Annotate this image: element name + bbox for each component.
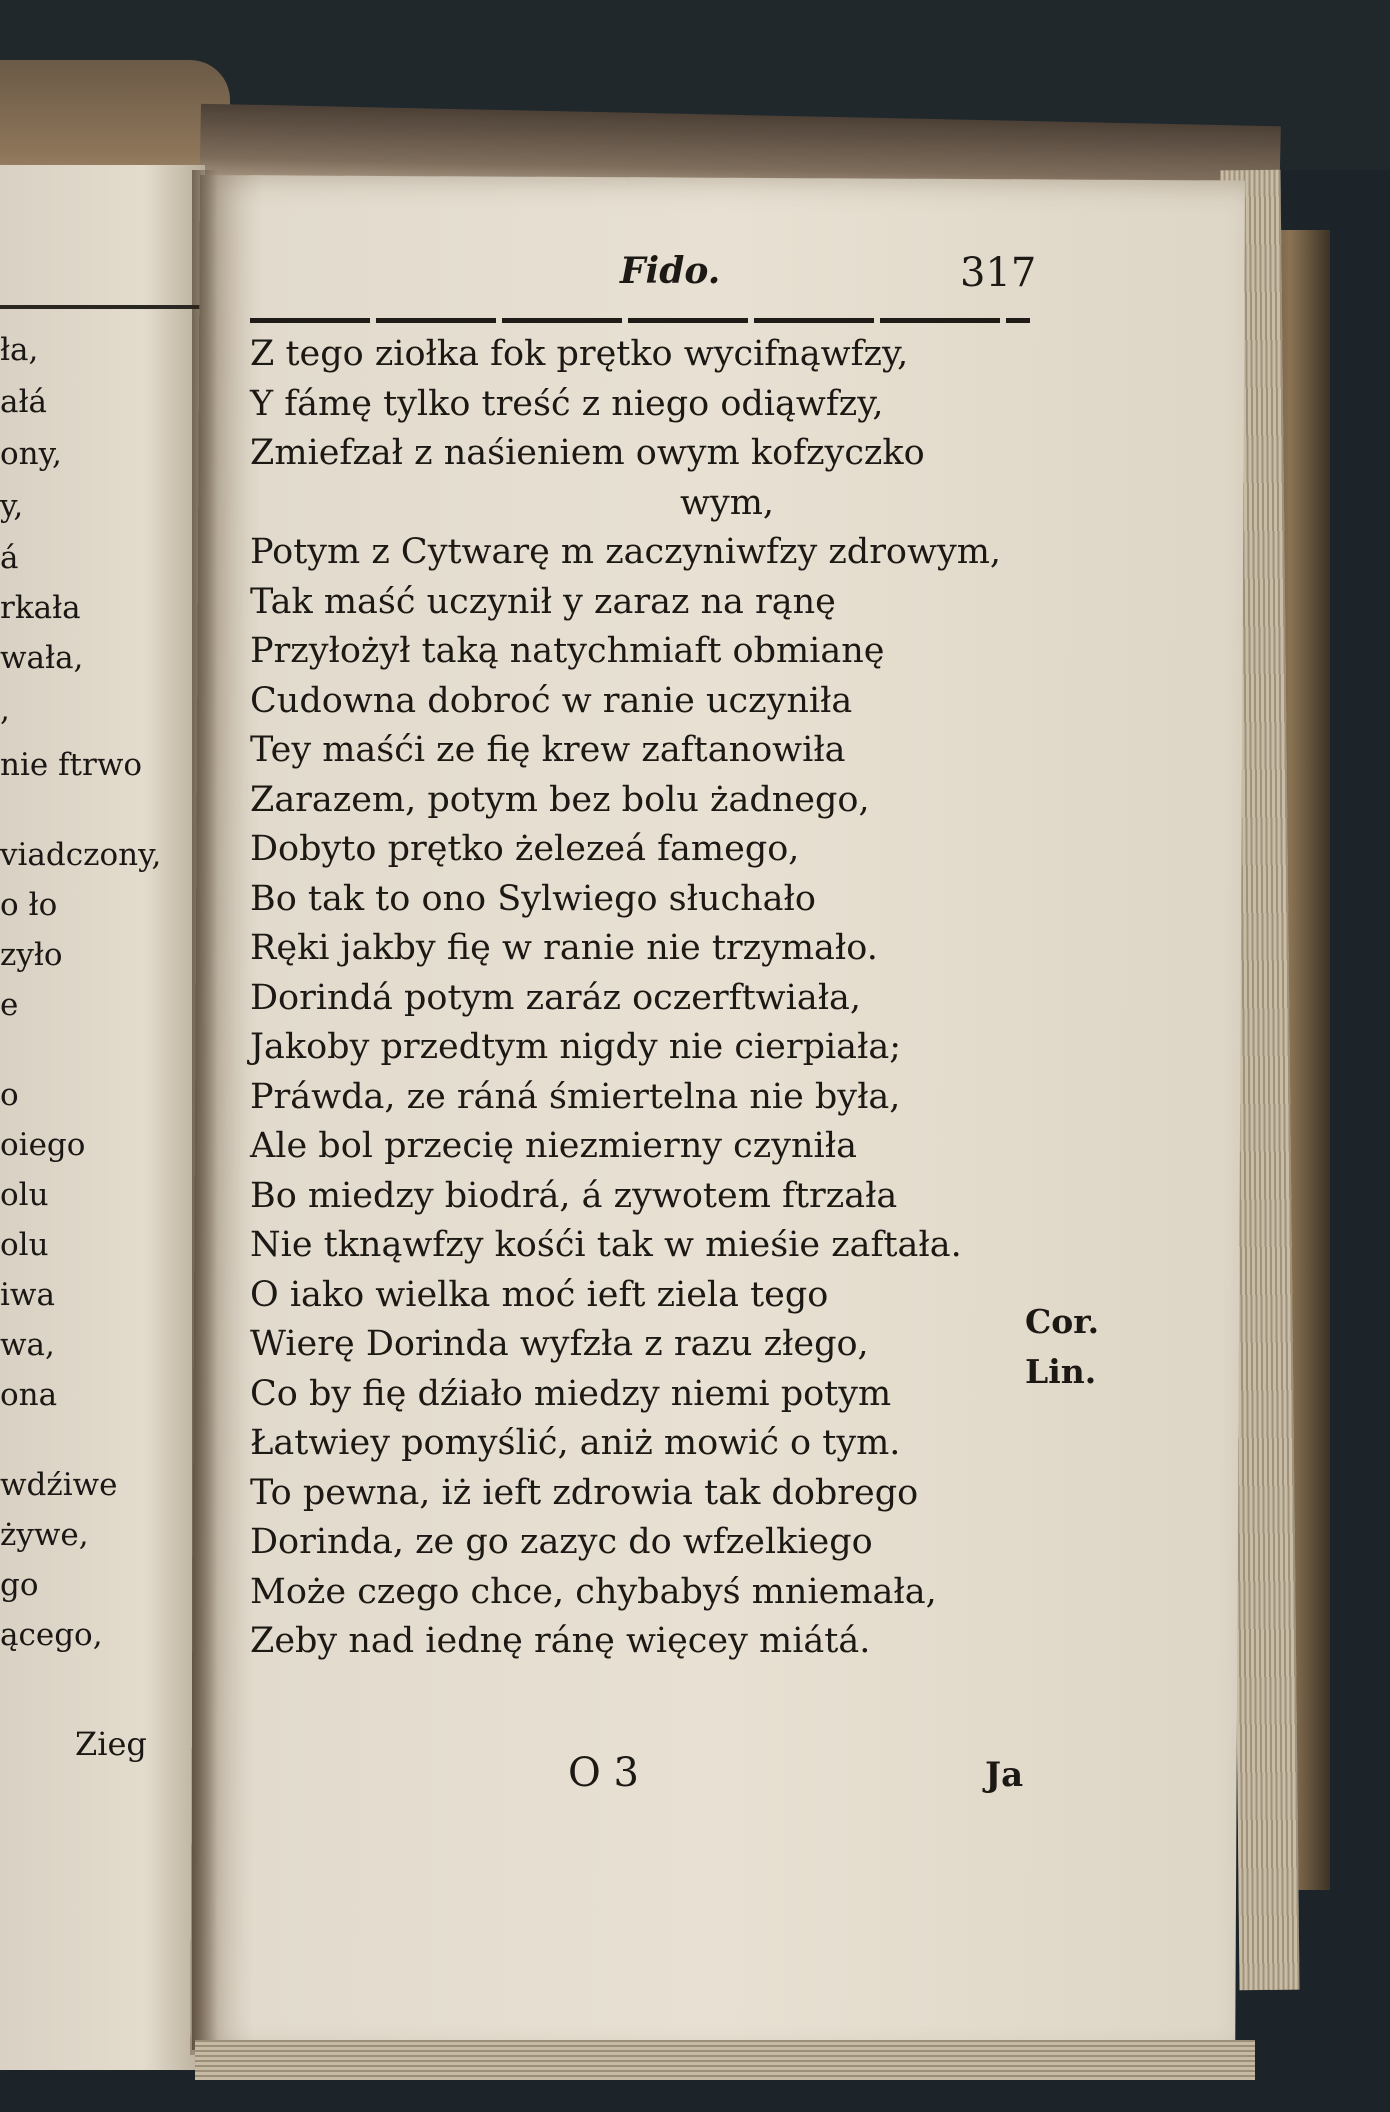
left-fragment: o ło (0, 887, 58, 923)
verse-line: Zmiefzał z naśieniem owym kofzyczko (250, 433, 925, 473)
verse-line: Ręki jakby fię w ranie nie trzymało. (250, 928, 878, 968)
verse-line: To pewna, iż ieft zdrowia tak dobrego (250, 1472, 919, 1513)
verse-line: Może czego chce, chybabyś mniemała, (250, 1571, 937, 1612)
verse-line: Dobyto prętko żelezeá famego, (250, 829, 800, 869)
page-header (250, 250, 1037, 310)
left-fragment: e (0, 987, 19, 1023)
verse-line: Cudowna dobroć w ranie uczyniła (250, 680, 853, 721)
left-catchword: Zieg (75, 1725, 147, 1763)
left-fragment: olu (0, 1227, 49, 1263)
catchword: Ja (985, 1755, 1024, 1795)
speaker-label: Lin. (1025, 1352, 1097, 1391)
left-page (0, 165, 205, 2070)
left-fragment: viadczony, (0, 837, 162, 873)
header-rule (250, 318, 1030, 323)
verse-line: Z tego ziołka fok prętko wycifnąwfzy, (250, 334, 909, 374)
left-fragment: o (0, 1077, 19, 1113)
left-fragment: , (0, 692, 10, 728)
left-fragment: ona (0, 1377, 58, 1413)
speaker-labels (1025, 1297, 1125, 1397)
speaker-label: Cor. (1025, 1302, 1100, 1341)
left-fragment: iwa (0, 1277, 55, 1313)
verse-line: Zarazem, potym bez bolu żadnego, (250, 779, 870, 820)
verse-line: Ale bol przecię niezmierny czyniła (250, 1126, 857, 1166)
signature-mark: O 3 (568, 1750, 639, 1796)
left-fragment: y, (0, 488, 24, 524)
running-title: Fido. (620, 250, 721, 292)
left-fragment: ącego, (0, 1617, 103, 1653)
left-header-rule (0, 305, 200, 309)
verse-line: Nie tknąwfzy kośći tak w mieśie zaftała. (250, 1225, 962, 1265)
left-fragment: wdźiwe (0, 1467, 118, 1503)
verse-line-continuation: wym, (680, 482, 775, 523)
left-fragment: wa, (0, 1327, 55, 1363)
verse-line: Bo miedzy biodrá, á zywotem ftrzała (250, 1175, 898, 1216)
left-fragment: ałá (0, 384, 48, 420)
left-fragment: go (0, 1567, 39, 1603)
left-fragment: żywe, (0, 1517, 89, 1553)
verse-line: Wierę Dorinda wyfzła z razu złego, (250, 1324, 869, 1364)
left-fragment: olu (0, 1177, 49, 1213)
verse-line: Łatwiey pomyślić, aniż mowić o tym. (250, 1423, 901, 1463)
verse-block (250, 330, 1050, 1667)
verse-line: O iako wielka moć ieft ziela tego (250, 1274, 829, 1315)
verse-line: Bo tak to ono Sylwiego słuchało (250, 878, 816, 919)
gutter-shadow (192, 170, 218, 2050)
verse-line: Tak maść uczynił y zaraz na rąnę (250, 581, 836, 622)
verse-line: Jakoby przedtym nigdy nie cierpiała; (250, 1027, 902, 1067)
verse-line: Práwda, ze ráná śmiertelna nie była, (250, 1076, 901, 1117)
verse-line: Zeby nad iednę ránę więcey miátá. (250, 1621, 871, 1661)
left-fragment: oiego (0, 1127, 86, 1163)
verse-line: Potym z Cytwarę m zaczyniwfzy zdrowym, (250, 532, 1002, 572)
left-fragment: zyło (0, 937, 63, 973)
left-fragment: wała, (0, 640, 84, 676)
verse-line: Tey maśći ze fię krew zaftanowiła (250, 730, 846, 770)
verse-line: Dorindá potym zaráz oczerftwiała, (250, 977, 862, 1018)
left-fragment: á (0, 540, 19, 576)
left-fragment: ony, (0, 436, 62, 472)
verse-line: Dorinda, ze go zazyc do wfzelkiego (250, 1522, 873, 1562)
verse-line: Co by fię dźiało miedzy niemi potym (250, 1373, 892, 1414)
left-fragment: ła, (0, 332, 39, 368)
verse-line: Przyłożył taką natychmiaft obmianę (250, 631, 885, 671)
page-number: 317 (960, 250, 1037, 296)
verse-line: Y fámę tylko treść z niego odiąwfzy, (250, 383, 884, 424)
left-fragment: rkała (0, 590, 81, 626)
left-fragment: nie ftrwo (0, 747, 143, 783)
page-bottom-edge (195, 2040, 1255, 2080)
